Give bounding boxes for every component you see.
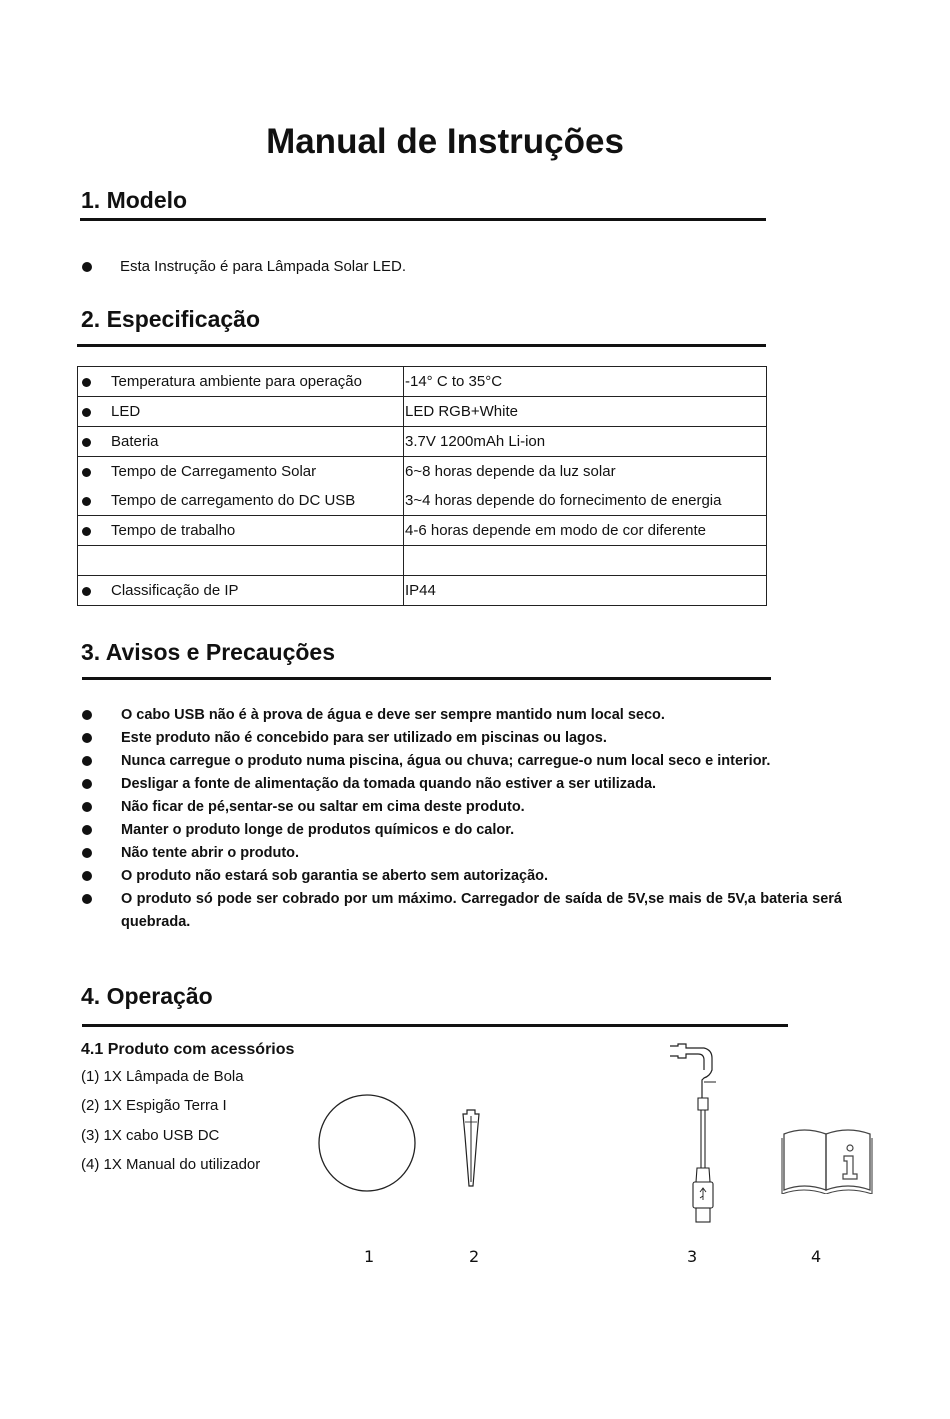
list-item — [82, 704, 842, 727]
bullet-icon — [82, 825, 92, 835]
table-row — [78, 486, 767, 516]
spec-label-cell — [78, 486, 404, 516]
table-row — [78, 457, 767, 487]
table-row — [78, 367, 767, 397]
figure-number: 3 — [687, 1247, 698, 1266]
model-description: Esta Instrução é para Lâmpada Solar LED. — [120, 258, 406, 275]
subsection-heading: 4.1 Produto com acessórios — [81, 1041, 295, 1058]
spec-label: Tempo de trabalho — [111, 522, 236, 539]
accessory-item: (1) 1X Lâmpada de Bola — [81, 1068, 244, 1085]
warnings-list — [82, 704, 842, 934]
bullet-icon — [82, 710, 92, 720]
figure-number: 2 — [469, 1247, 480, 1266]
spec-label-cell — [78, 457, 404, 487]
bullet-icon — [82, 871, 92, 881]
warning-text: Não tente abrir o produto. — [121, 845, 300, 861]
list-item — [82, 819, 842, 842]
table-row — [78, 427, 767, 457]
spec-value: 3.7V 1200mAh Li-ion — [404, 427, 767, 457]
section-rule — [80, 218, 766, 221]
bullet-icon — [82, 733, 92, 743]
accessory-item: (3) 1X cabo USB DC — [81, 1127, 220, 1144]
table-row-empty — [78, 546, 767, 576]
bullet-icon — [82, 848, 92, 858]
section-heading-especificacao: 2. Especificação — [81, 306, 260, 332]
list-item — [82, 773, 842, 796]
spec-label: Classificação de IP — [111, 582, 239, 599]
list-item — [82, 796, 842, 819]
warning-text: Desligar a fonte de alimentação da tomada quando não estiver a ser utilizada. — [121, 776, 657, 792]
bullet-icon — [82, 378, 91, 387]
bullet-icon — [82, 468, 91, 477]
spec-value: 4-6 horas depende em modo de cor diferente — [404, 516, 767, 546]
spec-label: Tempo de carregamento do DC USB — [111, 492, 356, 509]
warning-text: Manter o produto longe de produtos químicos e do calor. — [121, 822, 515, 838]
spec-value: -14° C to 35°C — [404, 367, 767, 397]
warning-text: Nunca carregue o produto numa piscina, água ou chuva; carregue-o num local seco e interior. — [121, 753, 771, 769]
spec-label: Temperatura ambiente para operação — [111, 373, 362, 390]
spec-value: 6~8 horas depende da luz solar — [404, 457, 767, 487]
page-title: Manual de Instruções — [266, 122, 624, 161]
bullet-icon — [82, 262, 92, 272]
bullet-icon — [82, 779, 92, 789]
specification-table — [77, 366, 767, 606]
spec-label: Tempo de Carregamento Solar — [111, 463, 317, 480]
spec-label: LED — [111, 403, 141, 420]
table-row — [78, 397, 767, 427]
warning-text: Este produto não é concebido para ser utilizado em piscinas ou lagos. — [121, 730, 607, 746]
accessory-item: (2) 1X Espigão Terra I — [81, 1097, 227, 1114]
list-item — [82, 842, 842, 865]
spec-label-cell — [78, 576, 404, 606]
warning-text: O produto não estará sob garantia se aberto sem autorização. — [121, 868, 549, 884]
bullet-icon — [82, 756, 92, 766]
warning-text: O produto só pode ser cobrado por um máximo. Carregador de saída de 5V,se mais de 5V,a bateria será quebrada. — [121, 891, 842, 930]
spec-value — [404, 546, 767, 576]
warning-text: Não ficar de pé,sentar-se ou saltar em cima deste produto. — [121, 799, 525, 815]
section-rule — [82, 677, 771, 680]
bullet-icon — [82, 408, 91, 417]
list-item — [82, 865, 842, 888]
bullet-icon — [82, 527, 91, 536]
spec-value: IP44 — [404, 576, 767, 606]
list-item — [82, 750, 842, 773]
user-manual-book-icon — [780, 1124, 876, 1194]
bullet-icon — [82, 587, 91, 596]
bullet-icon — [82, 894, 92, 904]
ground-spike-illustration — [456, 1108, 486, 1190]
spec-label-cell — [78, 516, 404, 546]
spec-label: Bateria — [111, 433, 159, 450]
warning-text: O cabo USB não é à prova de água e deve ser sempre mantido num local seco. — [121, 707, 665, 723]
section-heading-avisos: 3. Avisos e Precauções — [81, 639, 335, 665]
list-item — [82, 888, 842, 934]
bullet-icon — [82, 438, 91, 447]
spec-label — [78, 546, 404, 576]
section-heading-operacao: 4. Operação — [81, 983, 213, 1009]
section-rule — [82, 1024, 788, 1027]
spec-label-cell — [78, 367, 404, 397]
spec-label-cell — [78, 427, 404, 457]
table-row — [78, 516, 767, 546]
figure-number: 4 — [811, 1247, 822, 1266]
bullet-icon — [82, 497, 91, 506]
spec-value: 3~4 horas depende do fornecimento de energia — [404, 486, 767, 516]
figure-number: 1 — [364, 1247, 375, 1266]
spec-label-cell — [78, 397, 404, 427]
bullet-icon — [82, 802, 92, 812]
section-heading-modelo: 1. Modelo — [81, 187, 188, 213]
section-rule — [77, 344, 766, 347]
list-item — [82, 727, 842, 750]
accessory-item: (4) 1X Manual do utilizador — [81, 1156, 261, 1173]
spec-value: LED RGB+White — [404, 397, 767, 427]
table-row — [78, 576, 767, 606]
ball-lamp-illustration — [316, 1092, 418, 1194]
usb-cable-illustration — [664, 1040, 724, 1228]
